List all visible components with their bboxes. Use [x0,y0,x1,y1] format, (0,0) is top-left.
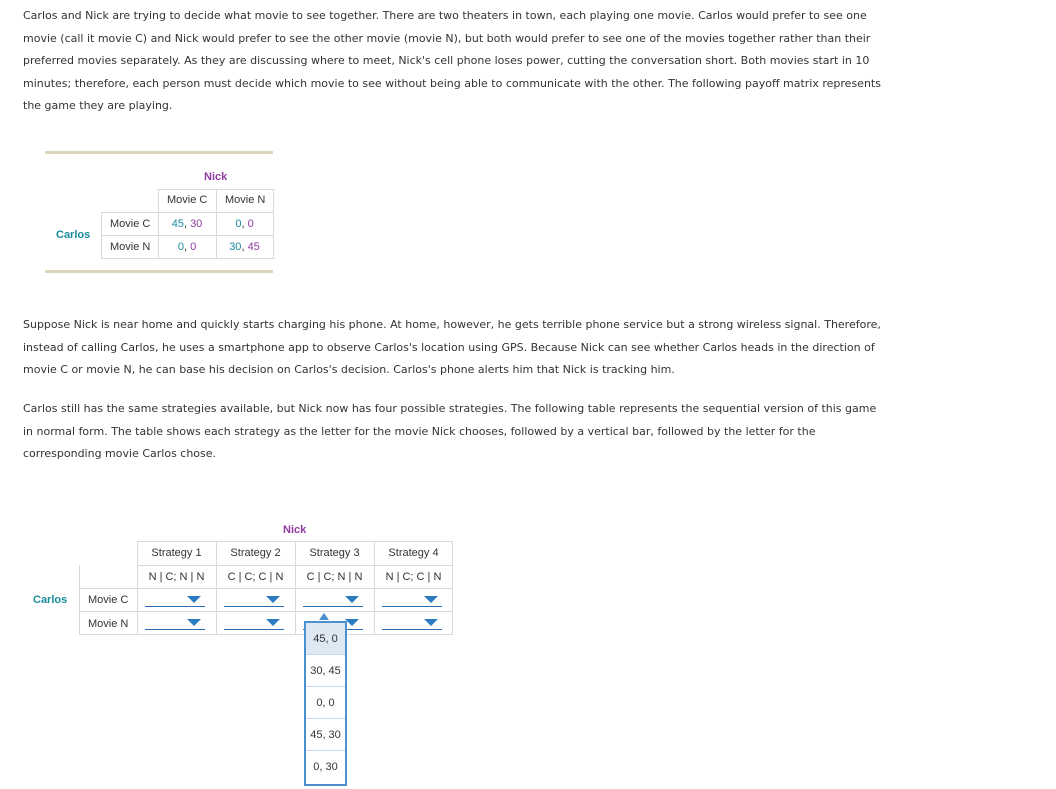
matrix2-row-header-n: Movie N [88,618,129,630]
matrix2-nick-label: Nick [283,524,307,536]
matrix1-payoff-cn: 0, 0 [235,218,254,230]
strategy-4-header: Strategy 4 [388,547,439,559]
payoff-dropdown-n-s1[interactable] [145,615,205,630]
payoff-dropdown-n-s4[interactable] [382,615,442,630]
matrix2-row-header-c: Movie C [88,594,129,606]
strategy-2-header: Strategy 2 [230,547,281,559]
matrix2-carlos-label: Carlos [33,594,68,606]
chevron-down-icon [345,619,359,626]
intro-paragraph: Carlos and Nick are trying to decide what movie to see together. There are two theaters in town, each playing one movie. Carlos would prefer to see one movie (call it movie C) and Nick would prefer to see the other movie (movie N), but both would prefer to see one of the movies together rather than their preferred movies separately. As they are discussing where to meet, Nick's cell phone loses power, cutting the conversation short. Both movies start in 10 minutes; therefore, each person must decide which movie to see without being able to communicate with the other. The following payoff matrix represents the game they are playing. [23,9,881,113]
matrix1-top-rule [45,151,273,154]
matrix1-grid-line [273,189,274,259]
matrix2-grid-line [79,611,453,612]
matrix1-bottom-rule [45,270,273,273]
matrix1-payoff-nn: 30, 45 [229,241,260,253]
matrix2-grid-line [137,541,453,542]
payoff-dropdown-c-s4[interactable] [382,592,442,607]
chevron-down-icon [187,596,201,603]
strategy-1-header: Strategy 1 [151,547,202,559]
chevron-down-icon [345,596,359,603]
matrix1-payoff-nc: 0, 0 [177,241,197,253]
suppose-paragraph: Suppose Nick is near home and quickly starts charging his phone. At home, however, he gets terrible phone service but a strong wireless signal. Therefore, instead of calling Carlos, he uses a smartphone app to observe Carlos's location using GPS. Because Nick can see whether Carlos heads in the direction of movie C or movie N, he can base his decision on Carlos's decision. Carlos's phone alerts him that Nick is tracking him. [23,318,881,377]
matrix2-grid-line [137,565,453,566]
strategy-1-rule: N | C; N | N [148,571,205,583]
strategy-3-rule: C | C; N | N [306,571,363,583]
payoff-option[interactable]: 0, 0 [306,687,345,719]
payoff-dropdown-c-s3[interactable] [303,592,363,607]
matrix1-grid-line [101,212,273,213]
chevron-down-icon [424,619,438,626]
strategy-4-rule: N | C; C | N [385,571,442,583]
payoff-option[interactable]: 45, 0 [306,623,345,655]
popup-caret-icon [319,613,329,620]
matrix1-col-header-n: Movie N [225,194,266,206]
chevron-down-icon [187,619,201,626]
matrix1-carlos-label: Carlos [56,229,91,241]
matrix1-row-header-c: Movie C [110,218,151,230]
matrix1-payoff-cc: 45, 30 [171,218,203,230]
matrix2-grid-line [79,565,80,635]
matrix1-nick-label: Nick [204,171,228,183]
matrix1-grid-line [101,258,273,259]
payoff-dropdown-c-s1[interactable] [145,592,205,607]
matrix2-grid-line [79,634,453,635]
payoff-option[interactable]: 0, 30 [313,761,338,773]
chevron-down-icon [424,596,438,603]
chevron-down-icon [266,619,280,626]
strategy-2-rule: C | C; C | N [227,571,284,583]
payoff-dropdown-n-s2[interactable] [224,615,284,630]
payoff-option[interactable]: 45, 30 [306,719,345,751]
matrix1-col-header-c: Movie C [167,194,208,206]
chevron-down-icon [266,596,280,603]
matrix2-grid-line [79,588,453,589]
payoff-options-popup [304,621,347,786]
matrix1-row-header-n: Movie N [110,241,151,253]
matrix1-grid-line [158,189,273,190]
payoff-dropdown-c-s2[interactable] [224,592,284,607]
strategies-paragraph: Carlos still has the same strategies available, but Nick now has four possible strategies. The following table represents the sequential version of this game in normal form. The table shows each strategy as the letter for the movie Nick chooses, followed by a vertical bar, followed by the letter for the corresponding movie Carlos chose. [23,402,877,461]
payoff-option[interactable]: 30, 45 [306,655,345,687]
matrix1-grid-line [101,235,273,236]
strategy-3-header: Strategy 3 [309,547,360,559]
